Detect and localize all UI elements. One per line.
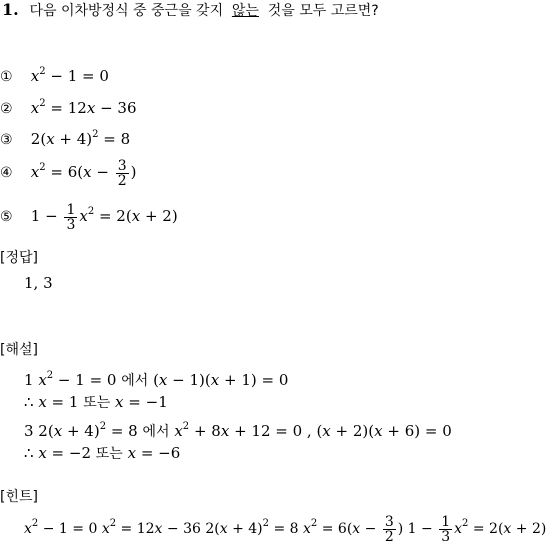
choice-2-mark: ② — [0, 101, 13, 117]
explanation-line-1: 1 $x^2 - 1 = 0$ 에서 (x − 1)(x + 1) = 0 — [24, 370, 289, 389]
choice-5-expr: 1 − $\frac{1}{3}$ $x^2 = 2(x + 2)$ — [30, 201, 178, 233]
choice-4-expr: $x^2 = 6(x$ − $\frac{3}{2}$ ) — [30, 157, 137, 189]
question-number: 1. — [2, 0, 19, 19]
explanation-label: [해설] — [0, 342, 38, 358]
choice-1-expr: $x^2 - 1 = 0$ — [30, 66, 109, 85]
choice-2 — [0, 94, 137, 119]
explanation-line-3: 3 $2(x + 4)^2 = 8$ 에서 $x^2 + 8x + 12 = 0$ , (x + 2)(x + 6) = 0 — [24, 421, 452, 440]
question-underlined-word: 않는 — [231, 3, 259, 19]
choice-3-expr: $2(x + 4)^2 = 8$ — [30, 129, 131, 148]
hint-line: $x^2 - 1 = 0$ $x^2 = 12x - 36$ $2(x + 4)^2 = 8$ $x^2 = 6(x$ − $\frac{3}{2}$ ) 1 − $\frac{1}{3}$ $x^2 = 2(x + 2)$ — [24, 513, 547, 545]
answer-value: 1, 3 — [24, 274, 53, 292]
question-line — [2, 0, 379, 21]
choice-4-mark: ④ — [0, 165, 13, 181]
question-text-after: 것을 모두 고르면? — [267, 3, 379, 19]
choice-5 — [0, 194, 178, 235]
question-text-before: 다음 이차방정식 중 중근을 갖지 — [29, 3, 224, 19]
choice-1-mark: ① — [0, 69, 13, 85]
explanation-line-2: ∴ x = 1 또는 x = −1 — [24, 393, 168, 411]
choice-1 — [0, 62, 109, 87]
answer-label: [정답] — [0, 250, 38, 266]
choice-4 — [0, 150, 136, 191]
choice-3-mark: ③ — [0, 132, 13, 148]
choice-5-mark: ⑤ — [0, 209, 13, 225]
explanation-line-4: ∴ x = −2 또는 x = −6 — [24, 444, 181, 462]
choice-3 — [0, 125, 130, 150]
hint-label: [힌트] — [0, 489, 38, 505]
choice-2-expr: $x^2 = 12x - 36$ — [30, 98, 137, 117]
